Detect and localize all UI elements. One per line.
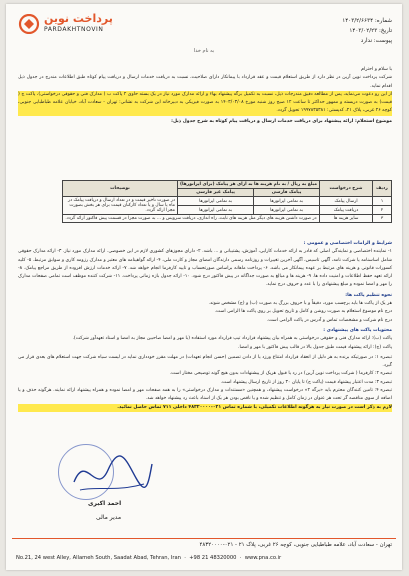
col-header-price: مبلغ به ریال / به نام هزینه ها به ازای هر پیامک (برای اپراتورها) xyxy=(177,181,319,189)
heading-note: به نام خدا xyxy=(193,48,215,54)
footer-divider xyxy=(12,538,396,539)
packets-line: پاکت (ب): ارائه مدارک فنی و حقوقی درخواستی به همراه بیان پیشنهاد قرارداد تیپ قرارداد مورد استفاده (با مهر و امضا صاحبین مجاز به امضا و اسناد تعهدآور شرکت). xyxy=(72,336,392,342)
documents-title: نحوه تنظیم پاکت ها: xyxy=(345,292,392,298)
sub-header-fa: پیامک فارسی xyxy=(254,189,320,197)
note-3: تبصره ۳: مدت اعتبار پیشنهاد قیمت (پاکت ج) تا پایان ۳۰ روز از تاریخ ارسال پیشنهاد است. xyxy=(220,379,392,385)
note-2: تبصره ۲: کارفرما ( شرکت پرداخت نوین آرین) در رد یا قبول هریک از پیشنهادات بدون هیچ گونه توضیحی مختار است. xyxy=(169,371,392,377)
col-header-note: توضیحات xyxy=(62,181,177,197)
letter-date: تاریخ: ۱۴۰۳/۰۲/۲۳ xyxy=(349,28,392,34)
greeting: با سلام و احترام xyxy=(361,67,392,72)
documents-line: درج نام موضوع استعلام به صورت روشن و کامل و تاریخ تحویل بر روی پاکت ها الزامی است. xyxy=(214,309,392,315)
packets-line: پاکت (ج): ارائه پیشنهاد قیمت طبق جدول بالا در قالب پیش فاکتور با مهر و امضا. xyxy=(238,344,392,350)
signature-icon xyxy=(66,442,156,504)
footer-web-link[interactable]: www.pna.co.ir xyxy=(244,555,282,561)
footer-address-en: No.21, 24 west Alley, Allameh South, Saadat Abad, Tehran, Iran · +98 21 48320000 · www.pna.co.ir xyxy=(16,555,282,561)
signer-title: مدیر مالی xyxy=(96,514,122,521)
documents-line: درج نام شرکت و مشخصات تماس و آدرس در پاکت الزامی است. xyxy=(266,317,392,323)
sub-header-nonfa: پیامک غیر فارسی xyxy=(177,189,253,197)
paragraph-2: از این رو دعوت می‌نماید، پس از مطالعه دقیق مندرجات ذیل، نسبت به تکمیل برگه پیشنهاد بهاء و ارائه مدارک مورد نیاز در یک بسته حاوی ۲ پاکت ب ( مدارک فنی و حقوقی درخواستی)، پاکت ج ( قیمت) به صورت دربسته و ممهور حداکثر تا ساعت ۱۲ صبح روز شنبه مورخ ۱۴۰۳/۰۳/۰۸ به صورت فیزیکی به دبیرخانه این شرکت به نشانی: تهران - سعادت آباد، خیابان علامه طباطبایی جنوبی، کوچه ۲۶ غربی، پلاک ۲۱، کدپستی: ۱۹۹۷۸۳۵۳۸۱ تحویل گردد. xyxy=(18,91,392,116)
paragraph-1: شرکت پرداخت نوین آرین در نظر دارد از طریق استعلام قیمت و عقد قرارداد با پیمانکار دارای صلاحیت، نسبت به دریافت خدمات ارسال و دریافت پیام کوتاه طبق اطلاعات مندرج در جدول ذیل اقدام نماید. xyxy=(18,75,392,89)
col-header-desc: شرح درخواست xyxy=(320,181,373,197)
letter-meta xyxy=(342,16,392,46)
cell-no: ۳ xyxy=(373,215,392,223)
logo-name-en: PARDAKHTNOVIN xyxy=(44,26,104,33)
letter-number: شماره: ۱۴۰۳/۲/۶۶۳۴ xyxy=(342,18,392,24)
cell-no: ۲ xyxy=(373,206,392,215)
footer-address-en-text: No.21, 24 west Alley, Allameh South, Saadat Abad, Tehran, Iran xyxy=(16,555,181,561)
cell-fa: به تمامی اپراتورها xyxy=(254,206,320,215)
letter-attachment: پیوست: ندارد xyxy=(360,38,392,44)
note-1: تبصره ۱: در صورتیکه برنده به هر دلیل از انعقاد قرارداد امتناع ورزد یا از دادن تضمین (حسن انجام تعهدات) در مهلت مقرر خودداری نماید در لیست سیاه شرکت جهت استعلام های بعدی قرار می گیرد. xyxy=(18,354,392,369)
signer-name: احمد اکبری xyxy=(88,500,122,507)
company-logo xyxy=(18,12,138,38)
cell-fa: در صورت داشتن هزینه های دیگر مثل هزینه های ثابت، راه اندازی، دریافت سرویس و ... به صورت مجزا در قسمت پیش فاکتور ارائه گردد. xyxy=(62,215,319,223)
cell-desc: دریافت پیامک xyxy=(320,206,373,215)
conditions-section xyxy=(18,240,392,412)
logo-mark-icon xyxy=(18,14,40,34)
cell-desc: سایر هزینه ها xyxy=(320,215,373,223)
col-header-no: ردیف xyxy=(373,181,392,197)
note-4: تبصره ۴: تامین کنندگان محترم باید «برگه ۲» درخواست پیشنهاد، و همچنین «مستندات و مدارک درخواستی» را به همه صفحات مهر و امضا نموده و همراه پیشنهاد ارائه نمایند. هرگونه حذف و یا اضافه از سوی مناقصه گر تحت هر عنوان در زمان کامل و تنظیم شده و یا ناقص بودن هر یک از اسناد باعث رد پیشنهاد خواهد شد. xyxy=(18,388,392,402)
conditions-title: شرایط و الزامات اختصاصی و عمومی : xyxy=(303,241,392,246)
table-row xyxy=(62,197,391,206)
footer-phone: +98 21 48320000 xyxy=(189,555,237,561)
footer-address-fa: تهران - سعادت آباد، علامه طباطبایی جنوبی، کوچه ۲۶ غربی، پلاک ۲۱ - ۰۲۱-۴۸۳۲۰۰۰۰ xyxy=(199,542,392,548)
packets-title: محتویات پاکت های پیشنهادی : xyxy=(323,327,392,333)
cell-nonfa: به تمامی اپراتورها xyxy=(177,197,253,206)
subject-line: موضوع استعلام: ارائه پیشنهاد برای دریافت خدمات ارسال و دریافت پیام کوتاه به شرح جدول ذیل: xyxy=(171,118,392,124)
cell-note: در صورت تاخیر قیمت و در تعداد ارسال و دریافت پیامک در ماه یا سال و یا تعداد کارکنان قیمت برای هر بخش بصورت مجزا ارائه گردد. xyxy=(62,197,177,215)
logo-name-fa: پرداخت نوین xyxy=(44,12,113,25)
conditions-text: ۱- نماینده اختصاصی و نمایندگی اصلی که قادر به ارائه خدمات کارایی، آموزش، پشتیبانی و ... باشد. ۲- دارای مجوزهای کشوری لازم در این خصوصی. ارائه مدارک مورد نیاز. ۳- ارائه مدارک حقوقی شامل اساسنامه یا شرکت نامه، آگهی تاسیس، آگهی آخرین تغییرات و روزنامه رسمی دارندگان امضای مجاز و کارت ملی، ۴- ارائه گواهینامه های معتبر و مدارک رزومه کاری و سوابق مرتبط. ۵- کلیه کسورات قانونی و هزینه های مرتبط بر عهده پیمانکار می باشد. ۶- پرداخت ماهانه براساس صورتحساب و تایید کارفرما انجام خواهد شد. ۷- ارائه خدمات ارزش افزوده از طریق مراجع پیامک. ۸- ارائه تعهد حفظ اطلاعات و امنیت داده ها. ۹- هزینه ها و مبالغ به صورت جداگانه در پیش فاکتور درج شود. ۱۰- ارائه جدول بازه زمانی پرداخت. ۱۱- شرکت کننده موظف است تمامی صفحات مدارک را مهر و امضا نموده و مبلغ پیشنهادی را با عدد و حروف درج نماید. xyxy=(18,249,393,288)
cell-desc: ارسال پیامک xyxy=(320,197,373,206)
request-table xyxy=(62,180,392,223)
table-row xyxy=(62,215,391,223)
letter-intro xyxy=(18,66,392,126)
cell-no: ۱ xyxy=(373,197,392,206)
contact-note: لازم به ذکر است در صورت نیاز به هرگونه اطلاعات تکمیلی، با شماره تماس ۰۲۱-۴۸۳۲۰۰۰۰ داخلی ۷۱۱ تماس حاصل نمائید. xyxy=(18,404,392,412)
documents-line: هر یک از پاکت ها باید برچسب مورد، دقیقاً و با حروف بزرگ به صورت (ب) و (ج) مشخص شوند. xyxy=(208,301,392,307)
letter-page xyxy=(6,4,402,570)
cell-nonfa: به تمامی اپراتورها xyxy=(177,206,253,215)
cell-fa: به تمامی اپراتورها xyxy=(254,197,320,206)
